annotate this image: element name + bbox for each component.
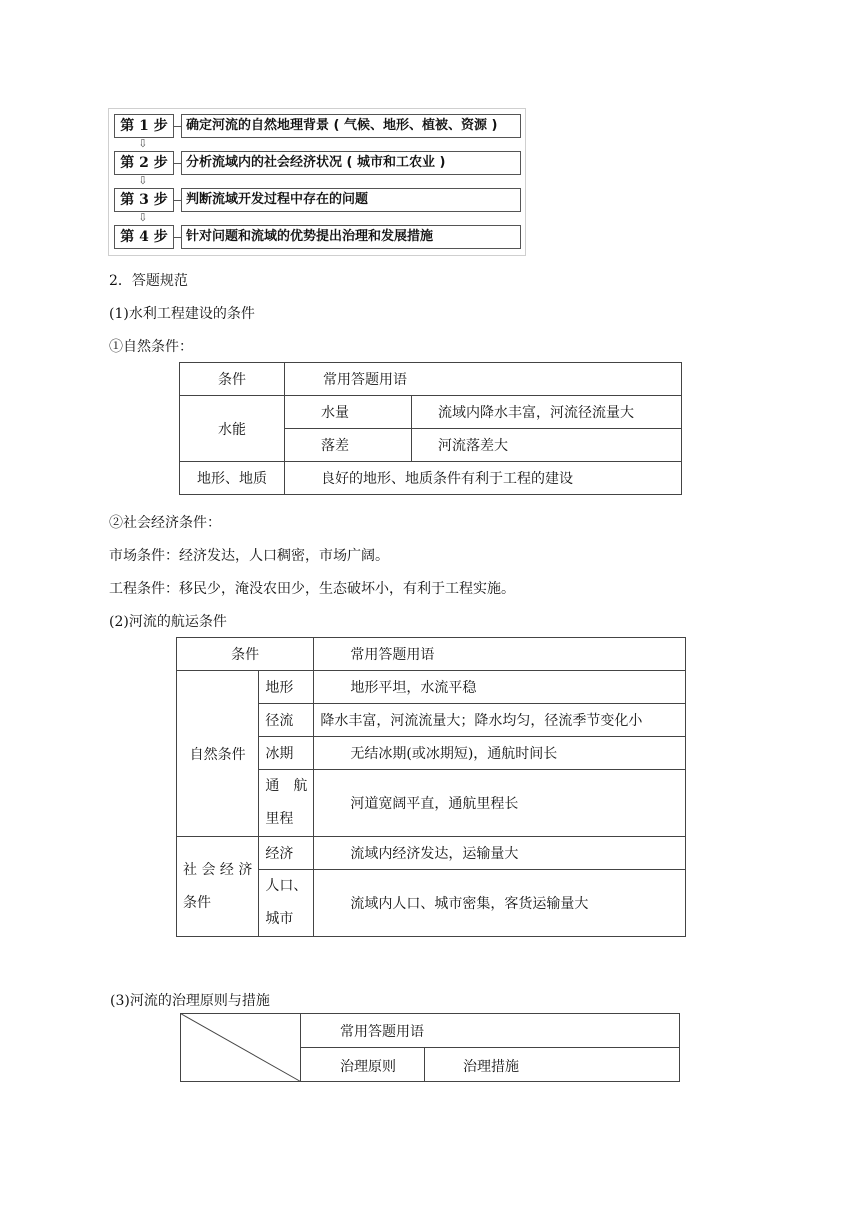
cell-navigation — [259, 770, 314, 837]
table-row — [180, 396, 682, 429]
flow-connector — [174, 200, 181, 201]
cell-navigation-line2: 里程 — [265, 811, 294, 827]
natural-conditions-title: ①自然条件： — [109, 339, 193, 355]
cell-population-text: 流域内人口、城市密集，客货运输量大 — [314, 870, 686, 937]
flow-text-3: 判断流域开发过程中存在的问题 — [181, 188, 521, 212]
flow-text-4: 针对问题和流域的优势提出治理和发展措施 — [181, 225, 521, 249]
cell-runoff: 径流 — [259, 704, 314, 737]
cell-population-line1: 人口、 — [265, 878, 308, 894]
flow-text-2: 分析流域内的社会经济状况 ( 城市和工农业 ) — [181, 151, 521, 175]
down-arrow-icon: ⇩ — [138, 211, 148, 224]
cell-navigation-line1: 通 航 — [265, 778, 308, 794]
header-terms: 常用答题用语 — [314, 638, 686, 671]
sub-heading-3: (3)河流的治理原则与措施 — [110, 993, 270, 1009]
header-condition: 条件 — [180, 363, 285, 396]
header-condition: 条件 — [177, 638, 314, 671]
cell-social-line2: 条件 — [183, 894, 211, 911]
header-terms: 常用答题用语 — [285, 363, 682, 396]
cell-natural: 自然条件 — [177, 671, 259, 837]
header-terms: 常用答题用语 — [340, 1024, 424, 1040]
section-heading: 2．答题规范 — [109, 273, 188, 289]
cell-social — [177, 837, 259, 937]
cell-water-volume: 水量 — [285, 396, 412, 429]
cell-runoff-text: 降水丰富，河流流量大；降水均匀，径流季节变化小 — [314, 704, 686, 737]
cell-social-line1: 社 会 经 济 — [183, 861, 253, 878]
cell-measure: 治理措施 — [463, 1059, 519, 1075]
flow-step-2: 第 2 步 — [114, 151, 174, 175]
down-arrow-icon: ⇩ — [138, 174, 148, 187]
flow-connector — [174, 163, 181, 164]
table-row — [177, 837, 686, 870]
cell-population — [259, 870, 314, 937]
diagonal-divider — [181, 1014, 301, 1082]
table-row — [180, 462, 682, 495]
governance-table — [180, 1013, 680, 1082]
sub-heading-2: (2)河流的航运条件 — [109, 614, 227, 630]
cell-terrain-geology: 地形、地质 — [180, 462, 285, 495]
cell-economy-text: 流域内经济发达，运输量大 — [314, 837, 686, 870]
cell-navigation-text: 河道宽阔平直，通航里程长 — [314, 770, 686, 837]
table-row — [177, 671, 686, 704]
social-conditions-title: ②社会经济条件： — [109, 515, 221, 531]
cell-water-energy: 水能 — [180, 396, 285, 462]
cell-water-volume-text: 流域内降水丰富，河流径流量大 — [412, 396, 682, 429]
cell-terrain-text: 地形平坦，水流平稳 — [314, 671, 686, 704]
cell-terrain: 地形 — [259, 671, 314, 704]
navigation-conditions-table — [176, 637, 686, 937]
cell-economy: 经济 — [259, 837, 314, 870]
cell-principle: 治理原则 — [340, 1059, 396, 1075]
flow-connector — [174, 126, 181, 127]
cell-ice-text: 无结冰期(或冰期短)，通航时间长 — [314, 737, 686, 770]
down-arrow-icon: ⇩ — [138, 137, 148, 150]
flow-chart — [108, 108, 526, 256]
table-row — [180, 363, 682, 396]
cell-drop-text: 河流落差大 — [412, 429, 682, 462]
engineering-conditions: 工程条件：移民少，淹没农田少，生态破坏小，有利于工程实施。 — [109, 581, 515, 597]
flow-text-1: 确定河流的自然地理背景 ( 气候、地形、植被、资源 ) — [181, 114, 521, 138]
flow-connector — [174, 237, 181, 238]
table-grid — [180, 1013, 680, 1082]
table-row — [177, 638, 686, 671]
cell-population-line2: 城市 — [265, 911, 294, 927]
cell-drop: 落差 — [285, 429, 412, 462]
hydro-conditions-table — [179, 362, 682, 495]
sub-heading-1: (1)水利工程建设的条件 — [109, 306, 255, 322]
cell-terrain-geology-text: 良好的地形、地质条件有利于工程的建设 — [285, 462, 682, 495]
flow-step-3: 第 3 步 — [114, 188, 174, 212]
flow-step-4: 第 4 步 — [114, 225, 174, 249]
cell-ice: 冰期 — [259, 737, 314, 770]
market-conditions: 市场条件：经济发达，人口稠密，市场广阔。 — [109, 548, 389, 564]
flow-step-1: 第 1 步 — [114, 114, 174, 138]
